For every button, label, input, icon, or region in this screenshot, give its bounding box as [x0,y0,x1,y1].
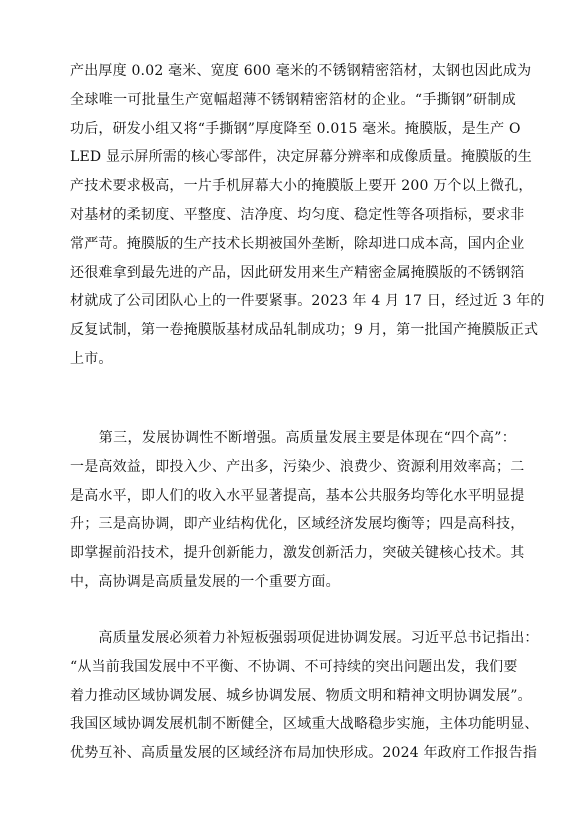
text-line: 全球唯一可批量生产宽幅超薄不锈钢精密箔材的企业。“手撕钢”研制成 [70,91,516,108]
text-line: LED 显示屏所需的核心零部件，决定屏幕分辨率和成像质量。掩膜版的生 [70,149,532,166]
text-line: 着力推动区域协调发展、城乡协调发展、物质文明和精神文明协调发展”。 [70,687,532,704]
text-line: 对基材的柔韧度、平整度、洁净度、均匀度、稳定性等各项指标，要求非 [70,206,525,223]
text-line: 一是高效益，即投入少、产出多，污染少、浪费少、资源利用效率高；二 [70,458,525,475]
text-line: 常严苛。掩膜版的生产技术长期被国外垄断，除却进口成本高，国内企业 [70,235,525,252]
text-line: 高质量发展必须着力补短板强弱项促进协调发展。习近平总书记指出： [70,630,539,646]
paragraph-regional-development [70,624,539,768]
text-line: 上市。 [70,350,113,367]
text-line: 第三，发展协调性不断增强。高质量发展主要是体现在“四个高”： [70,430,516,446]
text-line: 反复试制，第一卷掩膜版基材成品轧制成功；9 月，第一批国产掩膜版正式 [70,322,539,339]
text-line: 还很难拿到最先进的产品，因此研发用来生产精密金属掩膜版的不锈钢箔 [70,264,525,281]
paragraph-coordination [70,424,525,597]
text-line: 优势互补、高质量发展的区域经济布局加快形成。2024 年政府工作报告指 [70,745,538,762]
text-line: 即掌握前沿技术，提升创新能力，激发创新活力，突破关键核心技术。其 [70,545,525,562]
text-line: 产出厚度 0.02 毫米、宽度 600 毫米的不锈钢精密箔材，太钢也因此成为 [70,63,532,79]
text-line: 是高水平，即人们的收入水平显著提高，基本公共服务均等化水平明显提 [70,487,525,504]
text-line: 产技术要求极高，一片手机屏幕大小的掩膜版上要开 200 万个以上微孔， [70,178,533,195]
text-line: “从当前我国发展中不平衡、不协调、不可持续的突出问题出发，我们要 [70,658,518,675]
text-line: 我国区域协调发展机制不断健全，区域重大战略稳步实施，主体功能明显、 [70,716,539,733]
paragraph-stainless-foil [70,57,545,374]
text-line: 中，高协调是高质量发展的一个重要方面。 [70,573,340,590]
text-line: 升；三是高协调，即产业结构优化，区域经济发展均衡等；四是高科技， [70,516,525,533]
text-line: 材就成了公司团队心上的一件要紧事。2023 年 4 月 17 日，经过近 3 年的 [70,293,545,310]
text-line: 功后，研发小组又将“手撕钢”厚度降至 0.015 毫米。掩膜版，是生产 O [70,120,521,137]
